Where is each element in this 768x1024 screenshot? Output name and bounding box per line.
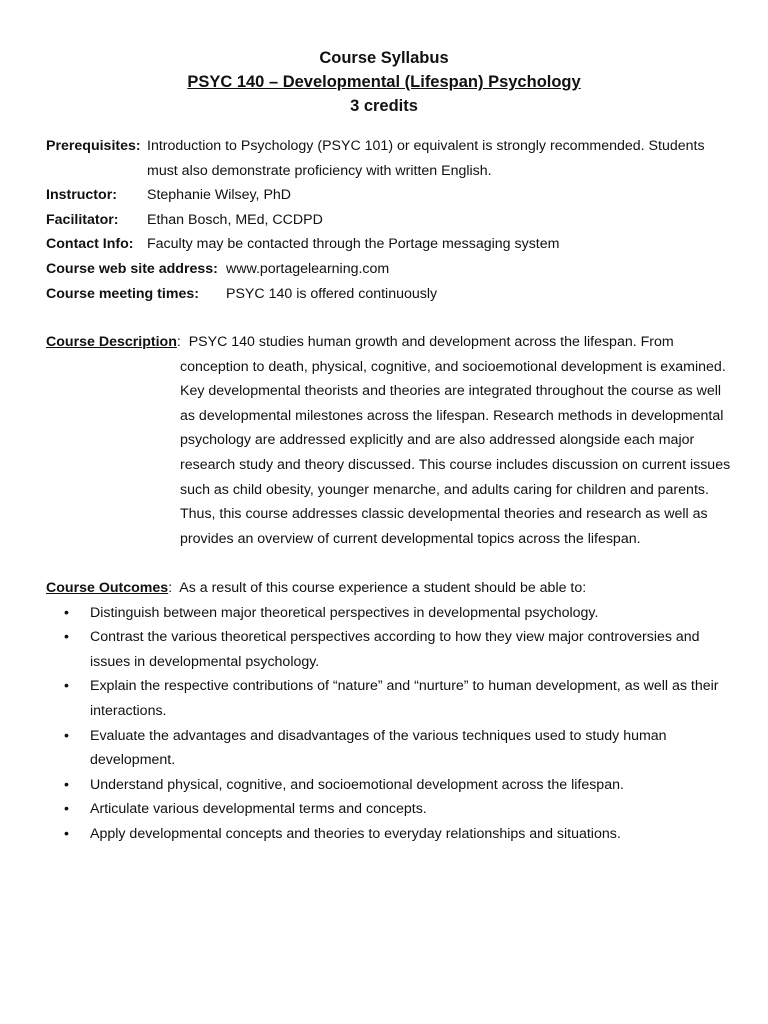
- instructor-label: Instructor:: [46, 187, 117, 204]
- description-first-line: Course Description: PSYC 140 studies human growth and development across the lifespan. From: [46, 334, 674, 350]
- bullet-icon: •: [64, 801, 69, 818]
- description-body: conception to death, physical, cognitive, and socioemotional development is examined. Key developmental theorists and theories are integrated throughout the course as well as developmental milestones across the lifespan. Research methods in developmental psychology are addressed explicitly and are also addressed alongside each major research study and theory discussed. This course includes discussion on current issues such as child obesity, younger menarche, and adults caring for children and parents. Thus, this course addresses classic developmental theories and research as well as provides an overview of current developmental topics across the lifespan.: [180, 358, 731, 547]
- outcome-item: [46, 601, 726, 626]
- course-description: [46, 330, 736, 551]
- prerequisites-row: [46, 134, 736, 183]
- bullet-icon: •: [64, 825, 69, 842]
- bullet-icon: •: [64, 727, 69, 744]
- outcome-item: [46, 797, 726, 822]
- meeting-text: PSYC 140 is offered continuously: [226, 285, 438, 302]
- outcomes-intro: As a result of this course experience a student should be able to:: [179, 580, 587, 596]
- outcome-text: Apply developmental concepts and theories to everyday relationships and situations.: [90, 825, 621, 842]
- prerequisites-text: Introduction to Psychology (PSYC 101) or equivalent is strongly recommended. Students must also demonstrate proficiency with written English.: [147, 138, 705, 179]
- contact-text: Faculty may be contacted through the Portage messaging system: [147, 236, 560, 253]
- outcomes-list: [46, 601, 726, 847]
- outcome-text: Articulate various developmental terms and concepts.: [90, 801, 427, 818]
- prerequisites-label: Prerequisites:: [46, 138, 141, 154]
- bullet-icon: •: [64, 629, 69, 646]
- course-info: [46, 134, 736, 306]
- outcomes-header: Course Outcomes: As a result of this course experience a student should be able to:: [46, 580, 587, 596]
- outcome-item: [46, 773, 726, 798]
- facilitator-text: Ethan Bosch, MEd, CCDPD: [147, 211, 323, 228]
- title-block: [0, 46, 768, 118]
- outcome-item: [46, 674, 726, 723]
- website-text: www.portagelearning.com: [226, 260, 390, 277]
- outcome-item: [46, 822, 726, 847]
- outcome-text: Contrast the various theoretical perspectives according to how they view major controversies and issues in developmental psychology.: [90, 629, 700, 670]
- meeting-label: Course meeting times:: [46, 285, 199, 302]
- course-title: PSYC 140 – Developmental (Lifespan) Psychology: [187, 73, 581, 91]
- outcome-text: Distinguish between major theoretical perspectives in developmental psychology.: [90, 604, 599, 621]
- document-title: Course Syllabus: [319, 49, 449, 67]
- facilitator-row: [46, 208, 736, 233]
- bullet-icon: •: [64, 776, 69, 793]
- contact-row: [46, 232, 736, 257]
- bullet-icon: •: [64, 604, 69, 621]
- description-heading: Course Description: [46, 334, 177, 350]
- description-first-text: PSYC 140 studies human growth and development across the lifespan. From: [188, 334, 674, 350]
- contact-label: Contact Info:: [46, 236, 134, 253]
- course-outcomes: [46, 576, 726, 847]
- outcome-item: [46, 724, 726, 773]
- bullet-icon: •: [64, 678, 69, 695]
- facilitator-label: Facilitator:: [46, 211, 119, 228]
- credits: 3 credits: [350, 97, 418, 115]
- instructor-text: Stephanie Wilsey, PhD: [147, 187, 292, 204]
- instructor-row: [46, 183, 736, 208]
- outcome-text: Understand physical, cognitive, and socioemotional development across the lifespan.: [90, 776, 624, 793]
- website-row: [46, 257, 736, 282]
- outcome-text: Explain the respective contributions of “nature” and “nurture” to human development, as well as their interactions.: [90, 678, 719, 719]
- meeting-row: [46, 282, 736, 307]
- website-label: Course web site address:: [46, 260, 218, 277]
- outcome-item: [46, 625, 726, 674]
- outcomes-heading: Course Outcomes: [46, 580, 169, 596]
- outcome-text: Evaluate the advantages and disadvantages of the various techniques used to study human development.: [90, 727, 667, 769]
